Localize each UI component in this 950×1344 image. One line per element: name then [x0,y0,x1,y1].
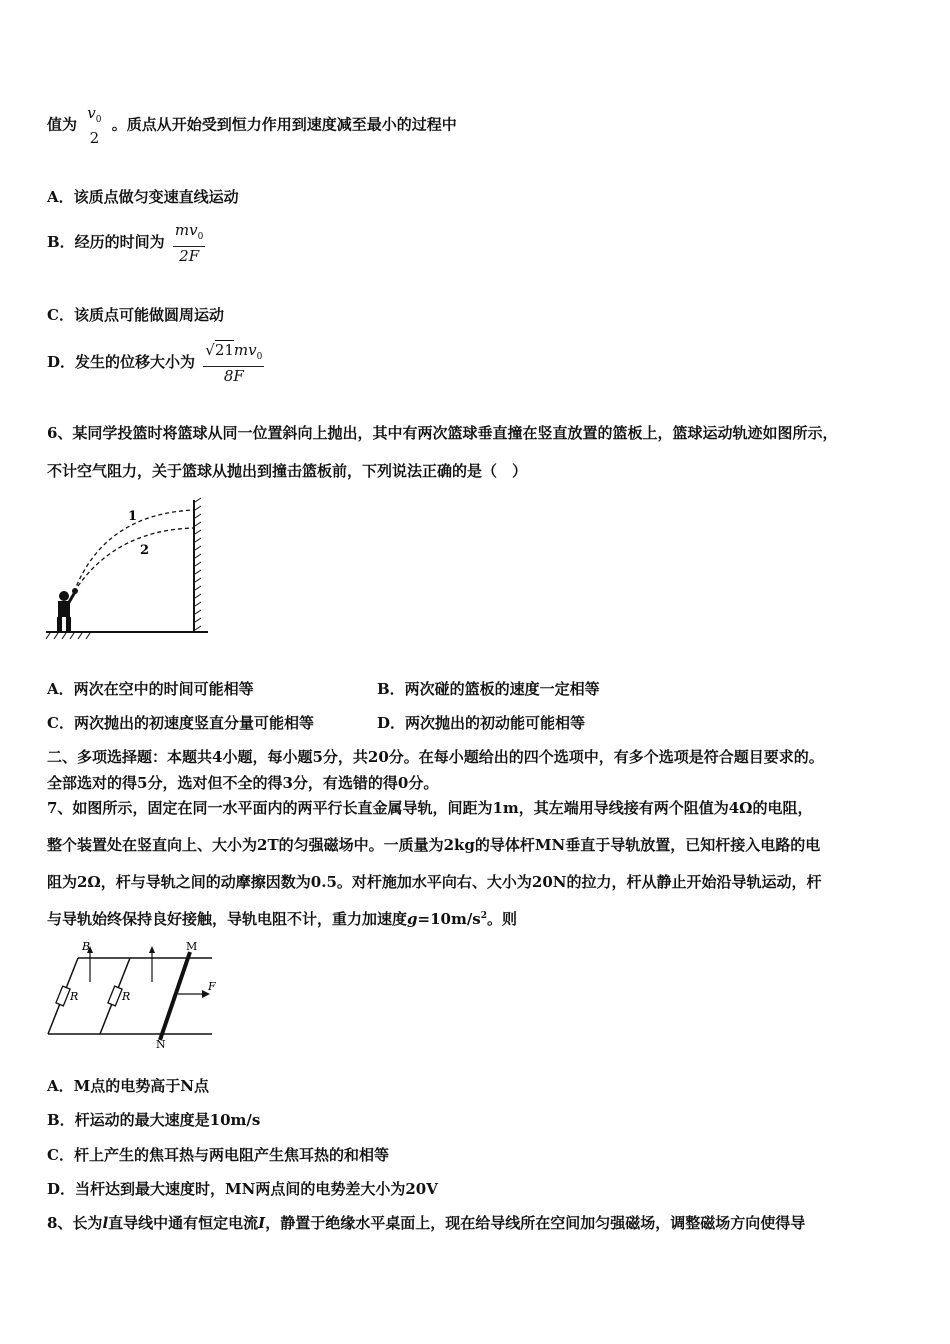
q6-stem-line1: 6、某同学投篮时将篮球从同一位置斜向上抛出，其中有两次篮球垂直撞在竖直放置的篮板上，篮球运动轨迹如图所示， [47,424,838,442]
q6-option-b: B．两次碰的篮板的速度一定相等 [377,680,600,698]
q5-intro-suffix: 。质点从开始受到恒力作用到速度减至最小的过程中 [111,115,457,134]
q5-option-c: C．该质点可能做圆周运动 [47,306,224,324]
q7-option-a: A．M点的电势高于N点 [47,1077,209,1095]
section2-line2: 全部选对的得5分，选对但不全的得3分，有选错的得0分。 [47,774,439,792]
q6-figure-svg [44,496,214,642]
b-field-label: B [82,940,91,953]
q7-stem-line2: 整个装置处在竖直向上、大小为2T的匀强磁场中。一质量为2kg的导体杆MN垂直于导轨放置，已知杆接入电路的电 [47,836,821,854]
q6-option-a: A．两次在空中的时间可能相等 [47,680,254,698]
resistor-2-label: R [122,990,131,1003]
q5-intro-prefix: 值为 [47,115,78,134]
q5-option-b-fraction: $\frac{mv_0}{2F}$ [174,221,204,265]
q7-option-c: C．杆上产生的焦耳热与两电阻产生焦耳热的和相等 [47,1146,389,1164]
q5-option-b: B．经历的时间为 $\frac{mv_0}{2F}$ [47,221,204,265]
q5-intro [47,104,457,147]
q6-option-d: D．两次抛出的初动能可能相等 [377,714,586,732]
q8-stem: 8、长为l直导线中通有恒定电流I，静置于绝缘水平桌面上，现在给导线所在空间加匀强磁场，调整磁场方向使得导 [47,1214,806,1232]
q5-intro-fraction: $v_0$ 2 [87,104,102,147]
q7-stem-line4: 与导轨始终保持良好接触，导轨电阻不计，重力加速度$g=10m/s^2$。则 [47,910,518,928]
q5-option-d-fraction: $\frac{√21mv_0}{8F}$ [205,341,263,385]
q6-stem-line2: 不计空气阻力，关于篮球从抛出到撞击篮板前，下列说法正确的是（ ） [47,462,528,480]
q7-figure-svg [40,938,222,1050]
section2-line1: 二、多项选择题：本题共4小题，每小题5分，共20分。在每小题给出的四个选项中，有多个选项是符合题目要求的。 [47,748,824,766]
trajectory-2-label: 2 [140,543,150,558]
person-icon [57,588,78,631]
rod-n-label: N [156,1038,166,1050]
force-label: F [208,980,216,993]
q7-stem-line1: 7、如图所示，固定在同一水平面内的两平行长直金属导轨，间距为1m，其左端用导线接有两个阻值为4Ω的电阻， [47,799,813,817]
q7-circuit-figure [40,938,222,1050]
trajectory-1-label: 1 [128,509,138,524]
q5-option-a: A．该质点做匀变速直线运动 [47,188,239,206]
q7-option-b: B．杆运动的最大速度是10m/s [47,1111,261,1129]
q6-option-c: C．两次抛出的初速度竖直分量可能相等 [47,714,314,732]
q6-basketball-figure [44,496,214,642]
q5-option-d: D．发生的位移大小为 $\frac{√21mv_0}{8F}$ [47,341,263,385]
rod-m-label: M [186,940,198,953]
q7-option-d: D．当杆达到最大速度时，MN两点间的电势差大小为20V [47,1180,438,1198]
resistor-1-label: R [70,990,79,1003]
q7-stem-line3: 阻为2Ω，杆与导轨之间的动摩擦因数为0.5。对杆施加水平向右、大小为20N的拉力，杆从静止开始沿导轨运动，杆 [47,873,822,891]
